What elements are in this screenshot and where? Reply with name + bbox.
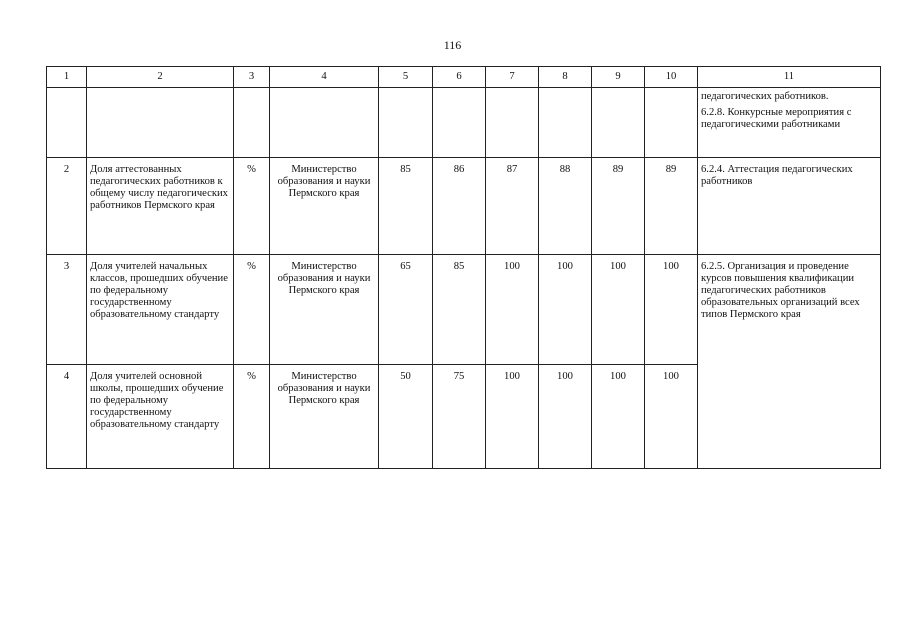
header-cell-10: 10 (645, 67, 698, 88)
table-row (47, 255, 881, 365)
continuation-note-line1: педагогических работников. (701, 91, 829, 102)
value-cell: 88 (539, 158, 592, 255)
indicator-name: Доля учителей основной школы, прошедших обучение по федеральному государственному образовательному стандарту (87, 365, 234, 469)
header-cell-9: 9 (592, 67, 645, 88)
value-cell: 100 (539, 255, 592, 365)
value-cell: 85 (433, 255, 486, 365)
indicators-table (46, 66, 881, 469)
value-cell: 100 (592, 255, 645, 365)
value-cell: 75 (433, 365, 486, 469)
table-row (47, 158, 881, 255)
continuation-note-line2: 6.2.8. Конкурсные мероприятия с педагогическими работниками (701, 107, 852, 130)
value-cell: 100 (486, 365, 539, 469)
header-cell-3: 3 (234, 67, 270, 88)
value-cell: 85 (379, 158, 433, 255)
value-cell: 65 (379, 255, 433, 365)
responsible-cell: Министерство образования и науки Пермского края (270, 158, 379, 255)
header-cell-5: 5 (379, 67, 433, 88)
activity-cell: 6.2.4. Аттестация педагогических работников (698, 158, 881, 255)
unit-cell: % (234, 365, 270, 469)
responsible-cell: Министерство образования и науки Пермского края (270, 255, 379, 365)
header-cell-8: 8 (539, 67, 592, 88)
value-cell: 100 (539, 365, 592, 469)
responsible-cell: Министерство образования и науки Пермского края (270, 365, 379, 469)
row-number: 4 (47, 365, 87, 469)
value-cell: 100 (645, 255, 698, 365)
page-number: 116 (443, 38, 462, 52)
row-number: 3 (47, 255, 87, 365)
continuation-note-cell (698, 88, 881, 158)
header-cell-11: 11 (698, 67, 881, 88)
value-cell: 86 (433, 158, 486, 255)
header-cell-6: 6 (433, 67, 486, 88)
value-cell: 89 (592, 158, 645, 255)
header-cell-1: 1 (47, 67, 87, 88)
value-cell: 100 (592, 365, 645, 469)
row-number: 2 (47, 158, 87, 255)
value-cell: 100 (645, 365, 698, 469)
unit-cell: % (234, 255, 270, 365)
indicator-name: Доля учителей начальных классов, прошедших обучение по федеральному государственному образовательному стандарту (87, 255, 234, 365)
header-row (47, 67, 881, 88)
unit-cell: % (234, 158, 270, 255)
header-cell-4: 4 (270, 67, 379, 88)
value-cell: 100 (486, 255, 539, 365)
value-cell: 50 (379, 365, 433, 469)
header-cell-7: 7 (486, 67, 539, 88)
continuation-row (47, 88, 881, 158)
activity-cell: 6.2.5. Организация и проведение курсов повышения квалификации педагогических работников образовательных организаций всех типов Пермского края (698, 255, 881, 469)
value-cell: 89 (645, 158, 698, 255)
value-cell: 87 (486, 158, 539, 255)
header-cell-2: 2 (87, 67, 234, 88)
indicator-name: Доля аттестованных педагогических работников к общему числу педагогических работников Пермского края (87, 158, 234, 255)
